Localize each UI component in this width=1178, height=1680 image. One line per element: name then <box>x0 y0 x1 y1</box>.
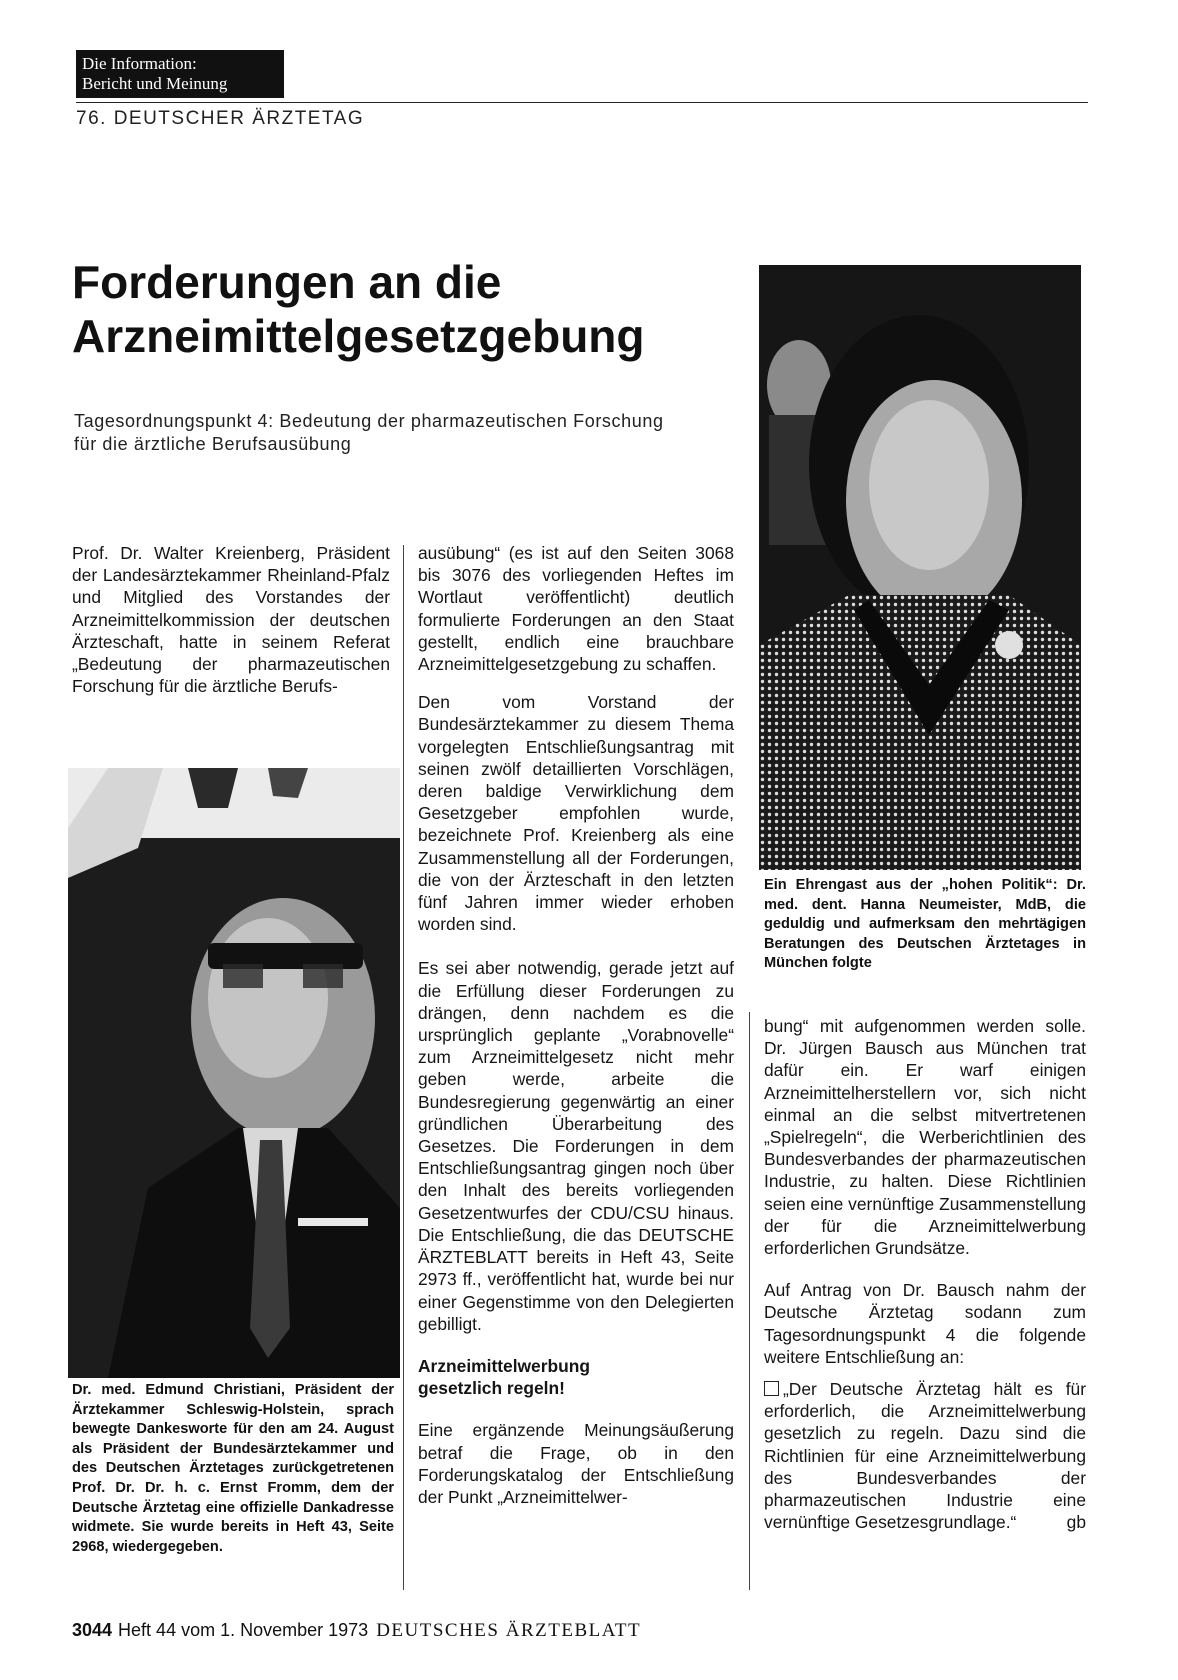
rubric-line-1: Die Information: <box>82 54 197 73</box>
photo-christiani <box>68 768 400 1378</box>
photo-neumeister <box>759 265 1081 870</box>
headline-line-2: Arzneimittelgesetzgebung <box>72 310 645 362</box>
subheading-line-2: gesetzlich regeln! <box>418 1378 565 1399</box>
column-3 <box>764 1015 1086 1547</box>
resolution-text: „Der Deutsche Ärztetag hält es für erforderlich, die Arzneimittelwerbung gesetzlich zu regeln. Dazu sind die Richtlinien für eine Arzneimittelwerbung des Bundesverbandes der pharmazeutischen Industrie eine vernünftige Gesetzesgrundlage.“ <box>764 1379 1086 1533</box>
rubric-badge <box>76 50 284 98</box>
subheading-line-1: Arzneimittelwerbung <box>418 1355 590 1376</box>
photo-caption: Dr. med. Edmund Christiani, Präsident der Ärztekammer Schleswig-Holstein, sprach bewegte Dankesworte für den am 24. August als Präsident der Bundesärztekammer und des Deutschen Ärztetages zurückgetretenen Prof. Dr. Dr. h. c. Ernst Fromm, dem der Deutsche Ärztetag eine offizielle Dankadresse widmete. Sie wurde bereits in Heft 43, Seite 2968, wiedergegeben. <box>72 1382 394 1555</box>
photo-neumeister-image <box>759 265 1081 870</box>
subtitle-line-2: für die ärztliche Berufsausübung <box>74 434 352 454</box>
journal-name: DEUTSCHES ÄRZTEBLATT <box>376 1620 642 1641</box>
paragraph: ausübung“ (es ist auf den Seiten 3068 bis 3076 des vorliegenden Heftes im Wortlaut veröffentlicht) deutlich formulierte Forderungen an den Staat gestellt, endlich eine brauchbare Arzneimittelgesetzgebung zu schaffen. <box>418 543 734 675</box>
photo-caption: Ein Ehrengast aus der „hohen Politik“: Dr. med. dent. Hanna Neumeister, MdB, die geduldig und aufmerksam den mehrtägigen Beratungen des Deutschen Ärztetages in München folgte <box>764 877 1086 972</box>
column-divider <box>403 545 404 1590</box>
subtitle-line-1: Tagesordnungspunkt 4: Bedeutung der pharmazeutischen Forschung <box>74 411 664 431</box>
paragraph: Auf Antrag von Dr. Bausch nahm der Deutsche Ärztetag sodann zum Tagesordnungspunkt 4 die folgende weitere Entschließung an: <box>764 1280 1086 1367</box>
subheading <box>418 1355 734 1399</box>
column-1 <box>72 542 390 711</box>
checkbox-icon <box>764 1381 779 1396</box>
column-2 <box>418 542 734 1522</box>
paragraph: Es sei aber notwendig, gerade jetzt auf die Erfüllung dieser Forderungen zu drängen, denn nachdem es die ursprünglich geplante „Vorabnovelle“ zum Arzneimittelgesetz nicht mehr geben werde, arbeite die Bundesregierung gegenwärtig an einer gründlichen Überarbeitung des Gesetzes. Die Forderungen in dem Entschließungsantrag gingen noch über den Inhalt des bereits vorliegenden Gesetzentwurfes der CDU/CSU hinaus. Die Entschließung, die das DEUTSCHE ÄRZTEBLATT bereits in Heft 43, Seite 2973 ff., veröffentlicht hat, wurde bei nur einer Gegenstimme von den Delegierten gebilligt. <box>418 958 734 1334</box>
issue-info: Heft 44 vom 1. November 1973 <box>118 1620 369 1640</box>
article-headline <box>72 255 712 363</box>
header-rule <box>76 102 1088 103</box>
article-subtitle <box>74 410 714 456</box>
paragraph: bung“ mit aufgenommen werden solle. Dr. Jürgen Bausch aus München trat dafür ein. Er warf einigen Arzneimittelherstellern vor, sich nicht einmal an die selbst mitvertretenen „Spielregeln“, die Werberichtlinien des Bundesverbandes der pharmazeutischen Industrie, zu halten. Diese Richtlinien seien eine vernünftige Zusammenstellung der für die Arzneimittelwerbung erforderlichen Grundsätze. <box>764 1016 1086 1259</box>
headline-line-1: Forderungen an die <box>72 256 502 308</box>
column-divider <box>749 1012 750 1590</box>
paragraph: Den vom Vorstand der Bundesärztekammer zu diesem Thema vorgelegten Entschließungsantrag mit seinen zwölf detaillierten Vorschlägen, deren baldige Verwirklichung dem Gesetzgeber empfohlen wurde, bezeichnete Prof. Kreienberg als eine Zusammenstellung all der Forderungen, die von der Ärzteschaft in den letzten fünf Jahren immer wieder erhoben worden sind. <box>418 692 734 935</box>
paragraph: Eine ergänzende Meinungsäußerung betraf die Frage, ob in den Forderungskatalog der Entschließung der Punkt „Arzneimittelwer- <box>418 1420 734 1507</box>
paragraph: Prof. Dr. Walter Kreienberg, Präsident der Landesärztekammer Rheinland-Pfalz und Mitglied des Vorstandes der Arzneimittelkommission der deutschen Ärzteschaft, hatte in seinem Referat „Bedeutung der pharmazeutischen Forschung für die ärztliche Berufs- <box>72 543 390 697</box>
page-footer <box>72 1620 641 1642</box>
section-label: 76. DEUTSCHER ÄRZTETAG <box>76 108 365 129</box>
resolution-paragraph <box>764 1378 1086 1533</box>
page-number: 3044 <box>72 1620 113 1640</box>
author-signature: gb <box>1066 1512 1086 1533</box>
photo-christiani-image <box>68 768 400 1378</box>
rubric-line-2: Bericht und Meinung <box>82 74 228 93</box>
